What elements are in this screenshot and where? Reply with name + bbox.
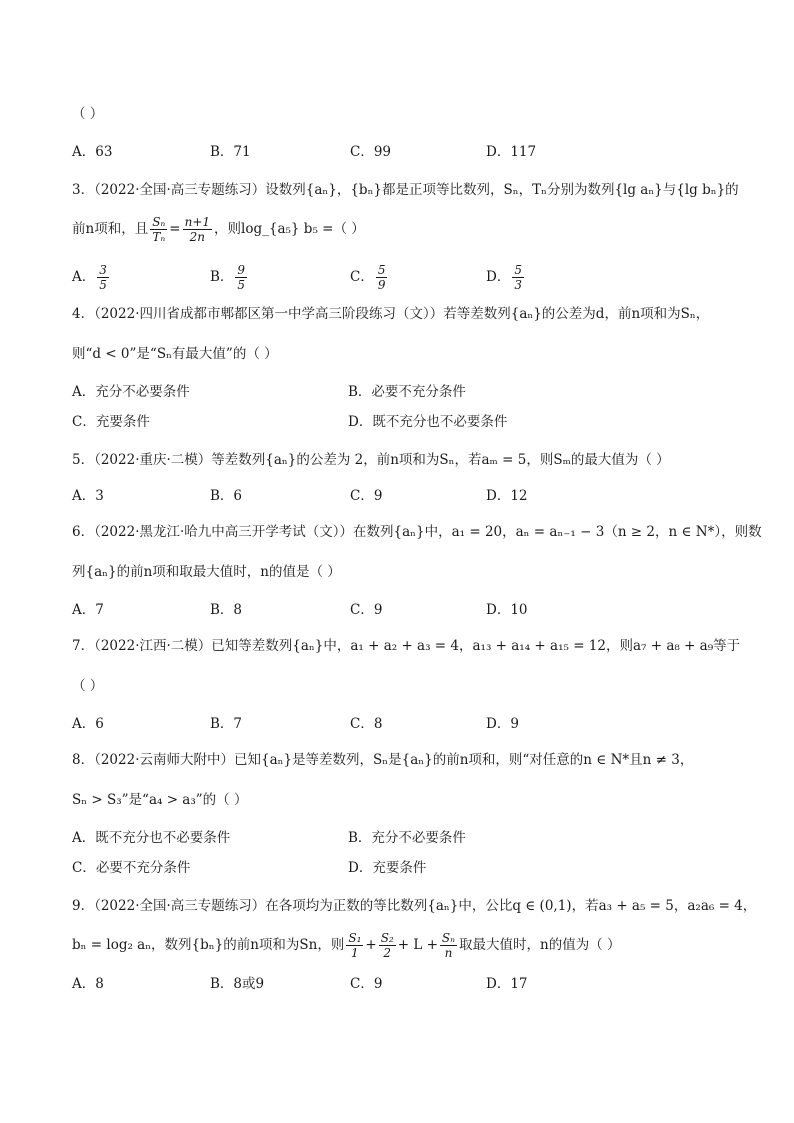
q3-option-c-label: C． [350, 269, 374, 285]
q2-option-a[interactable]: A．63 [72, 144, 113, 160]
q9-option-a[interactable]: A．8 [72, 976, 104, 992]
q3-ratio-right-num: n+1 [184, 215, 211, 229]
q5-stem-line1: 5．（2022·重庆·二模）等差数列{aₙ}的公差为 2，前n项和为Sₙ，若aₘ = 5，则Sₘ的最大值为（ ） [72, 452, 670, 468]
q8-option-c[interactable]: C．必要不充分条件 [72, 860, 191, 876]
q9-plus-1: + [365, 937, 377, 953]
q9-frac-1-den: 1 [351, 946, 359, 960]
q2-option-b[interactable]: B．71 [210, 144, 251, 160]
q9-frac-n [440, 931, 457, 960]
q3-stem-suffix: ，则log_{a₅} b₅ =（ ） [214, 221, 365, 237]
q9-option-b[interactable]: B．8或9 [210, 976, 265, 992]
q3-option-a[interactable] [72, 260, 111, 294]
q4-option-a[interactable]: A．充分不必要条件 [72, 384, 190, 400]
q9-frac-1-num: S₁ [348, 931, 362, 945]
q2-option-c[interactable]: C．99 [350, 144, 392, 160]
q9-frac-n-num: Sₙ [441, 931, 455, 945]
q7-option-c[interactable]: C．8 [350, 716, 383, 732]
q3-ratio-right [183, 215, 212, 244]
q6-stem-line1: 6．（2022·黑龙江·哈九中高三开学考试（文））在数列{aₙ}中，a₁ = 20，aₙ = aₙ₋₁ − 3（n ≥ 2，n ∈ N*），则数 [72, 524, 762, 540]
q8-stem-line2: Sₙ > S₃”是“a₄ > a₃”的（ ） [72, 792, 248, 808]
q2-answer-blank: （ ） [72, 106, 104, 122]
q3-option-c-frac [376, 263, 388, 292]
q8-option-d[interactable]: D．充要条件 [348, 860, 427, 876]
q3-option-b[interactable] [210, 260, 249, 294]
q3-option-d-num: 5 [514, 263, 522, 277]
q7-option-b[interactable]: B．7 [210, 716, 243, 732]
q3-option-a-frac [97, 263, 109, 292]
q9-frac-1 [346, 931, 363, 960]
q6-option-a[interactable]: A．7 [72, 602, 104, 618]
q4-options-row1 [72, 382, 732, 402]
q4-stem-line1: 4．（2022·四川省成都市郫都区第一中学高三阶段练习（文））若等差数列{aₙ}的公差为d，前n项和为Sₙ， [72, 306, 710, 322]
q9-options [72, 974, 732, 994]
q2-options [72, 142, 732, 162]
q9-frac-2 [379, 931, 396, 960]
q3-stem-line1: 3．（2022·全国·高三专题练习）设数列{aₙ}，{bₙ}都是正项等比数列，Sₙ，Tₙ分别为数列{lg aₙ}与{lg bₙ}的 [72, 182, 739, 198]
q3-ratio-left [150, 215, 167, 244]
q3-stem-prefix: 前n项和，且 [72, 221, 149, 237]
q5-options [72, 486, 732, 506]
q3-option-d-frac [512, 263, 524, 292]
q8-stem-line1: 8．（2022·云南师大附中）已知{aₙ}是等差数列，Sₙ是{aₙ}的前n项和，则“对任意的n ∈ N*且n ≠ 3， [72, 752, 694, 768]
q4-stem-line2: 则“d < 0”是“Sₙ有最大值”的（ ） [72, 346, 278, 362]
q5-option-c[interactable]: C．9 [350, 488, 383, 504]
q5-option-b[interactable]: B．6 [210, 488, 243, 504]
q3-option-a-den: 5 [99, 278, 107, 292]
q3-options [72, 260, 732, 294]
q3-option-d[interactable] [486, 260, 526, 294]
q9-frac-n-den: n [444, 946, 453, 960]
q3-option-b-frac [235, 263, 247, 292]
q7-options [72, 714, 732, 734]
q2-option-d[interactable]: D．117 [486, 144, 537, 160]
q3-option-c-num: 5 [377, 263, 386, 277]
q9-stem-line1: 9．（2022·全国·高三专题练习）在各项均为正数的等比数列{aₙ}中，公比q ∈ (0,1)，若a₃ + a₅ = 5，a₂a₆ = 4， [72, 898, 757, 914]
q7-stem-line1: 7．（2022·江西·二模）已知等差数列{aₙ}中，a₁ + a₂ + a₃ = 4，a₁₃ + a₁₄ + a₁₅ = 12，则a₇ + a₈ + a₉等于 [72, 638, 741, 654]
q6-option-b[interactable]: B．8 [210, 602, 243, 618]
q6-options [72, 600, 732, 620]
q3-equals: = [169, 221, 181, 237]
q6-option-c[interactable]: C．9 [350, 602, 383, 618]
q9-frac-2-den: 2 [383, 946, 392, 960]
q7-option-d[interactable]: D．9 [486, 716, 519, 732]
q8-options-row1 [72, 828, 732, 848]
q9-stem-suffix: 取最大值时，n的值为（ ） [459, 937, 621, 953]
q4-option-b[interactable]: B．必要不充分条件 [348, 384, 466, 400]
q9-frac-2-num: S₂ [380, 931, 394, 945]
q9-option-c[interactable]: C．9 [350, 976, 383, 992]
q3-option-b-num: 9 [237, 263, 246, 277]
q8-option-a[interactable]: A．既不充分也不必要条件 [72, 830, 231, 846]
q3-option-d-label: D． [486, 269, 511, 285]
q3-option-c-den: 9 [377, 278, 386, 292]
q8-option-b[interactable]: B．充分不必要条件 [348, 830, 466, 846]
q3-option-d-den: 3 [514, 278, 522, 292]
q7-stem-line2: （ ） [72, 678, 104, 694]
q5-option-a[interactable]: A．3 [72, 488, 104, 504]
q6-stem-line2: 列{aₙ}的前n项和取最大值时，n的值是（ ） [72, 564, 341, 580]
q9-option-d[interactable]: D．17 [486, 976, 528, 992]
q3-option-b-label: B． [210, 269, 234, 285]
q4-options-row2 [72, 412, 732, 432]
q4-option-d[interactable]: D．既不充分也不必要条件 [348, 414, 508, 430]
q3-option-b-den: 5 [237, 278, 246, 292]
q7-option-a[interactable]: A．6 [72, 716, 104, 732]
q8-options-row2 [72, 858, 732, 878]
q3-option-a-num: 3 [99, 263, 107, 277]
q3-stem-line2 [72, 212, 365, 246]
q3-ratio-left-num: Sₙ [152, 215, 166, 229]
q5-option-d[interactable]: D．12 [486, 488, 528, 504]
q4-option-c[interactable]: C．充要条件 [72, 414, 150, 430]
q3-ratio-left-den: Tₙ [152, 230, 166, 244]
q3-option-c[interactable] [350, 260, 389, 294]
q9-stem-line2 [72, 928, 621, 962]
q6-option-d[interactable]: D．10 [486, 602, 528, 618]
q3-ratio-right-den: 2n [189, 230, 205, 244]
q9-stem-prefix: bₙ = log₂ aₙ，数列{bₙ}的前n项和为Sn，则 [72, 937, 345, 953]
q3-option-a-label: A． [72, 269, 96, 285]
q9-plus-ellipsis: + L + [397, 937, 438, 953]
